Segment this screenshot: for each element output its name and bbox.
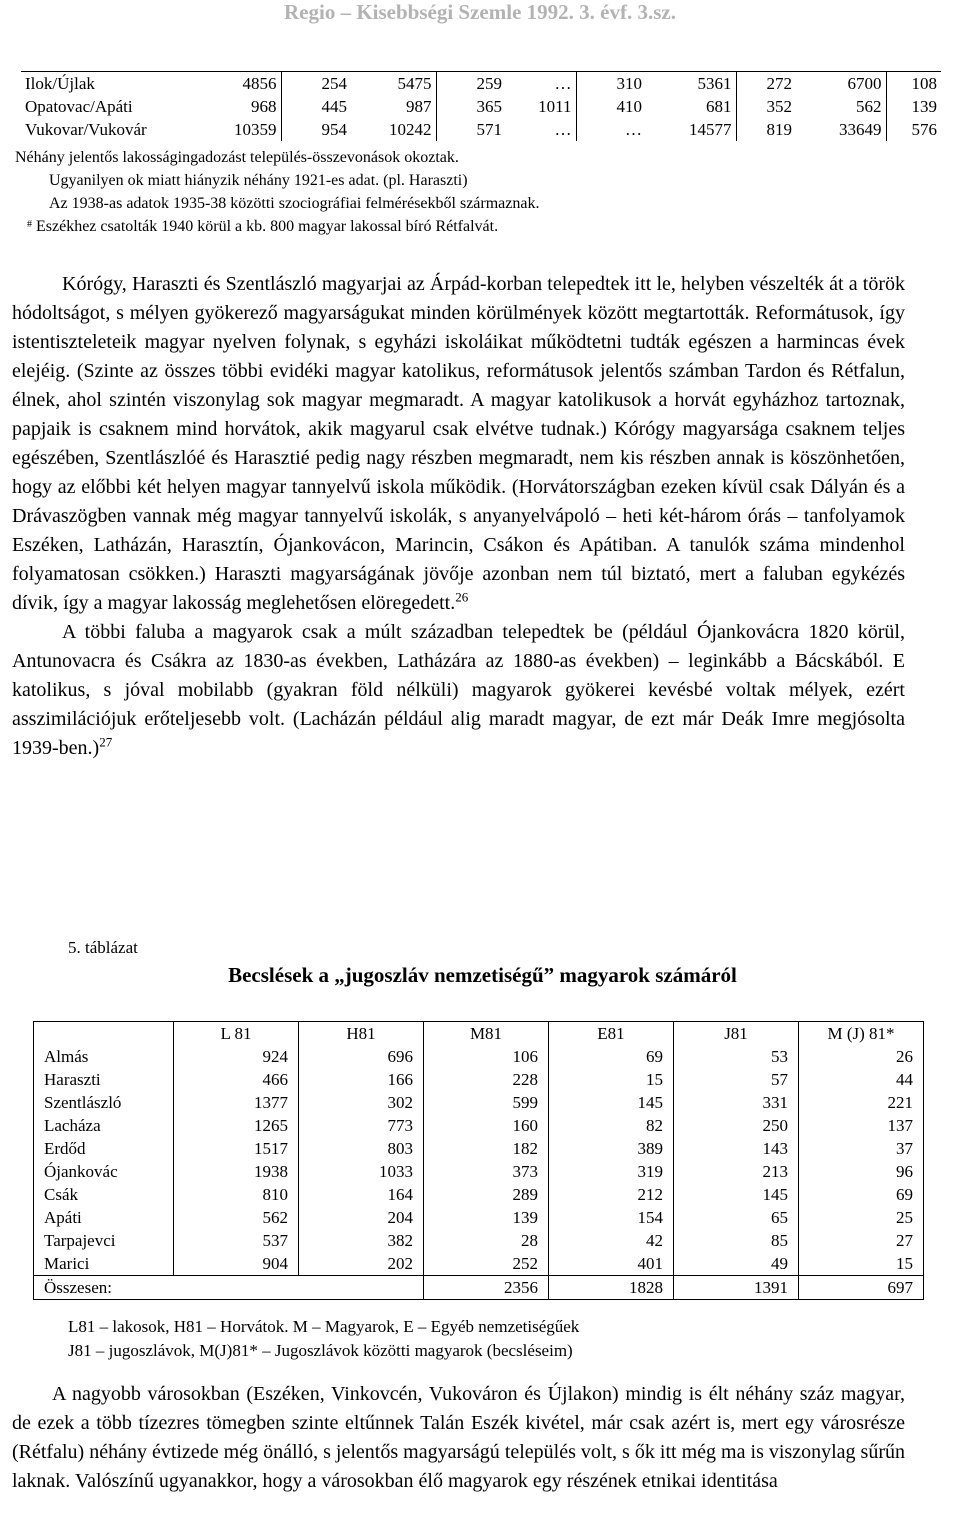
table-cell: 803 (299, 1137, 424, 1160)
table-cell: 810 (174, 1183, 299, 1206)
table-cell: 33649 (839, 120, 882, 139)
note-line: Ugyanilyen ok miatt hiányzik néhány 1921-es adat. (pl. Haraszti) (49, 172, 468, 189)
place-name: Erdőd (34, 1137, 174, 1160)
column-header: L 81 (174, 1022, 299, 1046)
table-cell: 15 (799, 1252, 924, 1276)
table-cell: 28 (424, 1229, 549, 1252)
table-cell: 302 (299, 1091, 424, 1114)
table-cell: 954 (281, 118, 351, 141)
table-cell: 599 (424, 1091, 549, 1114)
column-header: M (J) 81* (799, 1022, 924, 1046)
legend-line: L81 – lakosok, H81 – Horvátok. M – Magyarok, E – Egyéb nemzetiségűek (68, 1317, 580, 1336)
place-name: Lacháza (34, 1114, 174, 1137)
table-cell: 272 (736, 72, 796, 96)
place-name: Csák (34, 1183, 174, 1206)
table-row (34, 1091, 924, 1114)
table-cell: 53 (674, 1045, 799, 1068)
table-cell: 202 (299, 1252, 424, 1276)
table-notes (15, 146, 945, 238)
table-cell: 166 (299, 1068, 424, 1091)
table-cell: 773 (299, 1114, 424, 1137)
place-name: Ójankovác (34, 1160, 174, 1183)
table-row (34, 1229, 924, 1252)
table-cell: 26 (799, 1045, 924, 1068)
paragraph (12, 270, 905, 618)
place-name: Vukovar/Vukovár (25, 120, 147, 139)
table-row (34, 1045, 924, 1068)
table-cell: 1265 (174, 1114, 299, 1137)
total-cell: 1391 (674, 1276, 799, 1300)
table-cell: 182 (424, 1137, 549, 1160)
place-name: Ilok/Újlak (21, 72, 191, 96)
table-cell: 37 (799, 1137, 924, 1160)
legend-line: J81 – jugoszlávok, M(J)81* – Jugoszlávok közötti magyarok (becsléseim) (68, 1341, 573, 1360)
table-cell: 537 (174, 1229, 299, 1252)
table-cell: 904 (174, 1252, 299, 1276)
table-cell: 139 (886, 95, 941, 118)
table-cell: 987 (406, 97, 432, 116)
table-cell: 1033 (299, 1160, 424, 1183)
table-legend (68, 1315, 579, 1363)
table-cell: 15 (549, 1068, 674, 1091)
table-cell: 25 (799, 1206, 924, 1229)
note-text: Eszékhez csatolták 1940 körül a kb. 800 magyar lakossal bíró Rétfalvát. (32, 218, 499, 235)
table-cell: 14577 (689, 120, 732, 139)
table-cell: 819 (736, 118, 796, 141)
place-name: Opatovac/Apáti (25, 97, 133, 116)
table-cell: 1938 (174, 1160, 299, 1183)
paragraph-text: A többi faluba a magyarok csak a múlt században telepedtek be (például Ójankovácra 1820 körül, Antunovacra és Csákra az 1830-as években, Latházára az 1880-as években) – leginkább a Bácskából. E katolikus, s jóval mobilabb (gyakran föld nélküli) magyarok gyökerei kevésbé voltak mélyek, ezért asszimilációjuk erőteljesebb volt. (Lacházán például alig maradt magyar, de ezt már Deák Imre megjósolta 1939-ben.) (12, 621, 905, 759)
table-cell: 137 (799, 1114, 924, 1137)
table-cell: 1011 (538, 97, 572, 116)
table-cell: 145 (549, 1091, 674, 1114)
table-cell: 968 (251, 97, 277, 116)
table-row (34, 1206, 924, 1229)
place-name: Marici (34, 1252, 174, 1276)
table-title: Becslések a „jugoszláv nemzetiségű” magyarok számáról (228, 963, 737, 987)
note-line (15, 215, 945, 238)
table-cell: 1377 (174, 1091, 299, 1114)
paragraph-text: Kórógy, Haraszti és Szentlászló magyarjai az Árpád-korban telepedtek itt le, helyben vészelték át a török hódoltságot, s mélyen gyökerező magyarságukat minden körülmények között megtartották. Reformátusok, így istentiszteleteik magyar nyelven folynak, s egyházi iskoláikat működtetni tudták egészen a harmincas évek elejéig. (Szinte az összes többi evidéki magyar katolikus, reformátusok jelentős számban Tardon és Rétfalun, élnek, ahol szintén viszonylag sok magyar megmaradt. A magyar katolikusok a horvát egyházhoz tartoznak, papjaik is csaknem mind horvátok, akik magyarul csak elvétve tudnak.) Kórógy magyarsága csaknem teljes egészében, Szentlászlóé és Harasztié pedig nagy részben megmaradt, nem kis részben annak is köszönhetően, hogy az előbbi két helyen magyar tannyelvű iskola működik. (Horvátországban ezeken kívül csak Dályán és a Drávaszögben vannak még magyar tannyelvű iskolák, s anyanyelvápoló – heti két-három órás – tanfolyamok Eszéken, Latházán, Harasztín, Ójankovácon, Marincin, Csákon és Apátiban. A tanulók száma mindenhol folyamatosan csökken.) Haraszti magyarságának jövője azonban nem túl biztató, mert a faluban egykézés dívik, így a magyar lakosság meglehetősen elöregedett. (12, 273, 905, 614)
table-cell: 27 (799, 1229, 924, 1252)
table-cell: 106 (424, 1045, 549, 1068)
table-cell: 5475 (351, 72, 436, 96)
total-cell: 697 (799, 1276, 924, 1300)
table-cell: … (576, 118, 646, 141)
place-name: Apáti (34, 1206, 174, 1229)
journal-header: Regio – Kisebbségi Szemle 1992. 3. évf. 3.sz. (284, 0, 676, 24)
note-line: Néhány jelentős lakosságingadozást település-összevonások okoztak. (15, 149, 459, 166)
table-cell: 365 (436, 95, 506, 118)
table-cell: 576 (886, 118, 941, 141)
column-header: H81 (299, 1022, 424, 1046)
table-cell: 108 (886, 72, 941, 96)
table-cell: 681 (706, 97, 732, 116)
total-cell: 2356 (424, 1276, 549, 1300)
place-name: Almás (34, 1045, 174, 1068)
table-cell: 69 (549, 1045, 674, 1068)
table-cell: 228 (424, 1068, 549, 1091)
note-mark: # (27, 219, 32, 230)
table-caption: 5. táblázat (68, 938, 138, 957)
table-cell: 562 (856, 97, 882, 116)
table-cell: 96 (799, 1160, 924, 1183)
table-cell: 160 (424, 1114, 549, 1137)
footnote-ref: 27 (99, 734, 113, 750)
table-cell: 6700 (796, 72, 886, 96)
table-cell: 389 (549, 1137, 674, 1160)
place-name: Szentlászló (34, 1091, 174, 1114)
table-cell: 10242 (389, 120, 432, 139)
table-cell: … (554, 120, 572, 139)
column-header: M81 (424, 1022, 549, 1046)
note-line: Az 1938-as adatok 1935-38 közötti szociográfiai felmérésekből származnak. (49, 195, 540, 212)
column-header (34, 1022, 174, 1046)
table-cell: 10359 (234, 120, 277, 139)
population-table-fragment (21, 71, 941, 141)
table-cell: 310 (576, 72, 646, 96)
table-cell: 212 (549, 1183, 674, 1206)
table-header-row (34, 1022, 924, 1046)
table-cell: 221 (799, 1091, 924, 1114)
table-cell: 139 (424, 1206, 549, 1229)
table-row (34, 1252, 924, 1276)
table-cell: 204 (299, 1206, 424, 1229)
estimates-table (33, 1021, 924, 1300)
table-cell: 562 (174, 1206, 299, 1229)
table-row (34, 1137, 924, 1160)
table-cell: 5361 (646, 72, 736, 96)
table-cell: 49 (674, 1252, 799, 1276)
table-cell: 44 (799, 1068, 924, 1091)
table-cell: 289 (424, 1183, 549, 1206)
table-cell: 250 (674, 1114, 799, 1137)
column-header: E81 (549, 1022, 674, 1046)
total-cell: 1828 (549, 1276, 674, 1300)
table-cell: 4856 (191, 72, 281, 96)
table-cell: 143 (674, 1137, 799, 1160)
table-cell: 571 (436, 118, 506, 141)
total-label: Összesen: (34, 1276, 424, 1300)
table-cell: 213 (674, 1160, 799, 1183)
table-cell: 445 (281, 95, 351, 118)
place-name: Haraszti (34, 1068, 174, 1091)
table-row (34, 1068, 924, 1091)
total-row (34, 1276, 924, 1300)
table-cell: 65 (674, 1206, 799, 1229)
body-text-upper (12, 270, 905, 763)
place-name: Tarpajevci (34, 1229, 174, 1252)
table-row (21, 72, 941, 96)
table-cell: 352 (736, 95, 796, 118)
table-cell: 382 (299, 1229, 424, 1252)
body-text-lower (12, 1380, 905, 1496)
table-cell: 82 (549, 1114, 674, 1137)
paragraph (12, 618, 905, 763)
column-header: J81 (674, 1022, 799, 1046)
table-cell: 69 (799, 1183, 924, 1206)
table-cell: 373 (424, 1160, 549, 1183)
table-row (34, 1160, 924, 1183)
table-row (21, 95, 941, 118)
table-cell: 401 (549, 1252, 674, 1276)
table-cell: 164 (299, 1183, 424, 1206)
table-cell: … (506, 72, 576, 96)
table-cell: 252 (424, 1252, 549, 1276)
table-cell: 259 (436, 72, 506, 96)
table-cell: 466 (174, 1068, 299, 1091)
table-cell: 154 (549, 1206, 674, 1229)
table-row (34, 1114, 924, 1137)
table-cell: 254 (281, 72, 351, 96)
table-cell: 145 (674, 1183, 799, 1206)
table-cell: 410 (576, 95, 646, 118)
table-cell: 319 (549, 1160, 674, 1183)
table-row (34, 1183, 924, 1206)
table-cell: 696 (299, 1045, 424, 1068)
table-cell: 57 (674, 1068, 799, 1091)
table-row (21, 118, 941, 141)
table-cell: 1517 (174, 1137, 299, 1160)
table-cell: 331 (674, 1091, 799, 1114)
paragraph: A nagyobb városokban (Eszéken, Vinkovcén, Vukováron és Újlakon) mindig is élt néhány száz magyar, de ezek a több tízezres tömegben szinte eltűnnek Talán Eszék kivétel, már csak azért is, mert egy városrésze (Rétfalu) néhány évtizede még önálló, s jelentős magyarságú település volt, s ők itt még ma is viszonylag sűrűn laknak. Valószínű ugyanakkor, hogy a városokban élő magyarok egy részének etnikai identitása (12, 1383, 905, 1492)
table-cell: 42 (549, 1229, 674, 1252)
footnote-ref: 26 (455, 589, 469, 605)
table-cell: 85 (674, 1229, 799, 1252)
table-cell: 924 (174, 1045, 299, 1068)
